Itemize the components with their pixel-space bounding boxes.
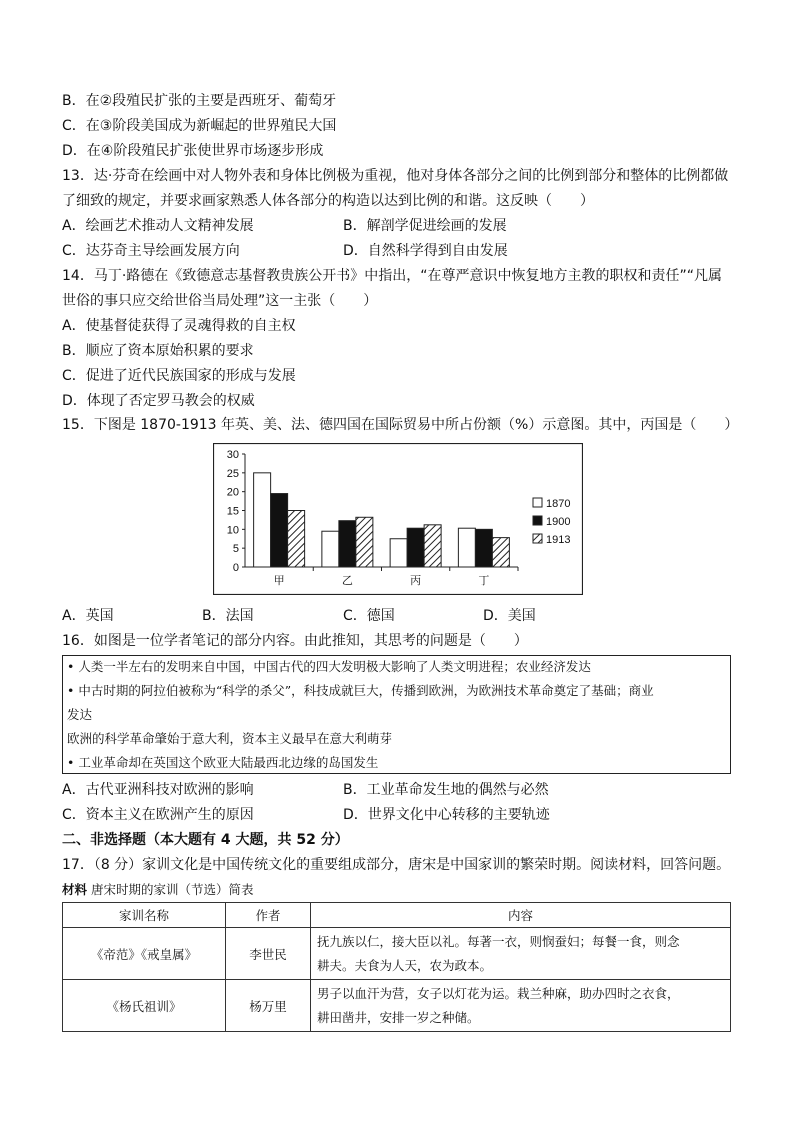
legend-swatch-1913 [533, 534, 542, 543]
table-header: 内容 [311, 903, 731, 928]
legend-label: 1913 [546, 534, 571, 546]
note-line: • 中古时期的阿拉伯被称为“科学的杀父”，科技成就巨大，传播到欧洲，为欧洲技术革命奠定了基础；商业 [67, 683, 654, 698]
note-line: • 人类一半左右的发明来自中国，中国古代的四大发明极大影响了人类文明进程；农业经济发达 [67, 659, 591, 674]
table-header-row [63, 903, 731, 928]
legend-label: 1900 [546, 516, 571, 528]
option-13d: D．自然科学得到自由发展 [343, 243, 508, 259]
question-15: 15．下图是 1870-1913 年英、美、法、德四国在国际贸易中所占份额（%）示意图。其中，丙国是（ ） [62, 417, 739, 433]
option-14b: B．顺应了资本原始积累的要求 [62, 343, 254, 359]
x-tick-label: 甲 [273, 574, 285, 587]
table-cell-name: 《杨氏祖训》 [63, 980, 226, 1032]
y-tick-label: 30 [226, 449, 239, 461]
note-line: 发达 [67, 707, 93, 722]
x-tick-label: 丁 [478, 574, 490, 587]
bar-1913-丙 [424, 525, 441, 567]
y-tick-label: 20 [226, 486, 239, 499]
table-cell-author: 杨万里 [226, 980, 311, 1032]
bar-1913-乙 [356, 517, 373, 567]
table-row [63, 980, 731, 1032]
table-row [63, 928, 731, 980]
table-cell-content [311, 980, 731, 1032]
bar-1913-甲 [288, 511, 305, 568]
legend-swatch-1900 [533, 516, 542, 525]
y-tick-label: 15 [226, 505, 239, 518]
table-cell-author: 李世民 [226, 928, 311, 980]
y-tick-label: 0 [232, 562, 239, 574]
option-15b: B．法国 [202, 608, 254, 624]
option-16a: A．古代亚洲科技对欧洲的影响 [62, 782, 254, 798]
family-instructions-table [62, 902, 731, 1032]
note-line: • 工业革命却在英国这个欧亚大陆最西北边缘的岛国发生 [67, 755, 379, 770]
option-12d: D．在④阶段殖民扩张使世界市场逐步形成 [62, 143, 324, 159]
bar-1870-乙 [322, 531, 339, 567]
option-15d: D．美国 [483, 608, 536, 624]
bar-1870-丙 [390, 539, 407, 567]
bar-1870-甲 [254, 473, 271, 567]
option-16b: B．工业革命发生地的偶然与必然 [343, 782, 549, 798]
question-16: 16．如图是一位学者笔记的部分内容。由此推知，其思考的问题是（ ） [62, 633, 528, 649]
content-line: 耕田凿井，安排一岁之种储。 [317, 1009, 480, 1025]
question-14-line1: 14．马丁·路德在《致德意志基督教贵族公开书》中指出，“在尊严意识中恢复地方主教的职权和责任”“凡属 [62, 268, 723, 284]
option-16d: D．世界文化中心转移的主要轨迹 [343, 807, 550, 823]
material-title: 唐宋时期的家训（节选）简表 [91, 882, 254, 897]
option-14d: D．体现了否定罗马教会的权威 [62, 393, 255, 409]
material-label: 材料 [62, 882, 88, 897]
option-14a: A．使基督徒获得了灵魂得救的自主权 [62, 318, 296, 334]
note-line: 欧洲的科学革命肇始于意大利，资本主义最早在意大利萌芽 [67, 731, 393, 746]
option-15c: C．德国 [343, 608, 395, 624]
bar-1913-丁 [492, 538, 509, 567]
content-line: 耕夫。夫食为人天，农为政本。 [317, 957, 493, 973]
scholar-notes-box [62, 655, 731, 774]
y-tick-label: 5 [232, 543, 239, 556]
content-line: 男子以血汗为营，女子以灯花为运。栽兰种麻，助办四时之衣食， [317, 985, 680, 1001]
x-tick-label: 乙 [341, 574, 353, 587]
material-caption [62, 880, 254, 900]
table-cell-content [311, 928, 731, 980]
option-16c: C．资本主义在欧洲产生的原因 [62, 807, 254, 823]
legend-swatch-1870 [533, 498, 542, 507]
question-17: 17．（8 分）家训文化是中国传统文化的重要组成部分，唐宋是中国家训的繁荣时期。阅读材料，回答问题。 [62, 857, 731, 873]
question-14-line2: 世俗的事只应交给世俗当局处理”这一主张（ ） [62, 293, 378, 309]
bar-1900-丙 [407, 528, 424, 567]
option-15a: A．英国 [62, 608, 114, 624]
y-tick-label: 10 [226, 524, 239, 537]
table-header: 家训名称 [63, 903, 226, 928]
content-line: 抚九族以仁，接大臣以礼。每著一衣，则悯蚕妇；每餐一食，则念 [317, 933, 680, 949]
option-12c: C．在③阶段美国成为新崛起的世界殖民大国 [62, 118, 337, 134]
trade-share-bar-chart [213, 443, 583, 595]
bar-1900-甲 [271, 494, 288, 567]
bar-1900-丁 [475, 529, 492, 567]
table-header: 作者 [226, 903, 311, 928]
option-13b: B．解剖学促进绘画的发展 [343, 218, 507, 234]
table-cell-name: 《帝范》《戒皇属》 [63, 928, 226, 980]
question-13-line2: 了细致的规定，并要求画家熟悉人体各部分的构造以达到比例的和谐。这反映（ ） [62, 193, 594, 209]
option-13a: A．绘画艺术推动人文精神发展 [62, 218, 254, 234]
legend-label: 1870 [546, 498, 571, 510]
bar-1870-丁 [458, 528, 475, 567]
question-13-line1: 13．达·芬奇在绘画中对人物外表和身体比例极为重视，他对身体各部分之间的比例到部分和整体的比例都做 [62, 168, 729, 184]
option-13c: C．达芬奇主导绘画发展方向 [62, 243, 240, 259]
x-tick-label: 丙 [410, 574, 422, 587]
bar-1900-乙 [339, 521, 356, 567]
option-12b: B．在②段殖民扩张的主要是西班牙、葡萄牙 [62, 93, 337, 109]
y-tick-label: 25 [226, 467, 239, 480]
section-2-heading: 二、非选择题（本大题有 4 大题，共 52 分） [62, 832, 349, 848]
option-14c: C．促进了近代民族国家的形成与发展 [62, 368, 296, 384]
